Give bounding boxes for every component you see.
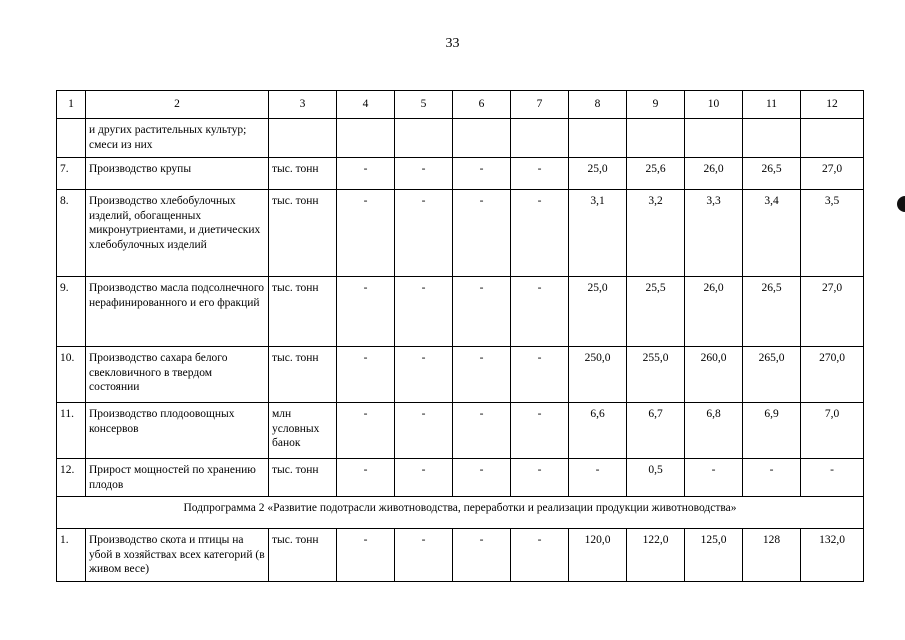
- value-cell: -: [453, 403, 511, 459]
- value-cell: -: [395, 277, 453, 347]
- page-number: 33: [445, 36, 460, 51]
- value-cell: 25,0: [569, 277, 627, 347]
- value-cell: -: [453, 158, 511, 190]
- column-number-cell: 5: [395, 91, 453, 119]
- value-cell: -: [337, 403, 395, 459]
- value-cell: -: [337, 459, 395, 497]
- value-cell: 122,0: [627, 529, 685, 582]
- table-row: [57, 459, 864, 497]
- unit-cell: тыс. тонн: [269, 277, 337, 347]
- table-row: [57, 277, 864, 347]
- value-cell: [801, 119, 864, 158]
- column-number-row: [57, 91, 864, 119]
- value-cell: -: [511, 347, 569, 403]
- value-cell: [511, 119, 569, 158]
- row-number-cell: 7.: [57, 158, 86, 190]
- value-cell: 255,0: [627, 347, 685, 403]
- value-cell: -: [685, 459, 743, 497]
- unit-cell: тыс. тонн: [269, 347, 337, 403]
- value-cell: -: [395, 158, 453, 190]
- row-number-cell: 1.: [57, 529, 86, 582]
- value-cell: -: [337, 158, 395, 190]
- value-cell: -: [511, 277, 569, 347]
- column-number-cell: 4: [337, 91, 395, 119]
- value-cell: [685, 119, 743, 158]
- indicator-table: [56, 90, 864, 582]
- value-cell: [337, 119, 395, 158]
- value-cell: -: [395, 347, 453, 403]
- value-cell: 270,0: [801, 347, 864, 403]
- column-number-cell: 3: [269, 91, 337, 119]
- value-cell: 6,9: [743, 403, 801, 459]
- value-cell: 120,0: [569, 529, 627, 582]
- column-number-cell: 1: [57, 91, 86, 119]
- column-number-cell: 6: [453, 91, 511, 119]
- value-cell: 260,0: [685, 347, 743, 403]
- row-number-cell: 12.: [57, 459, 86, 497]
- value-cell: 6,6: [569, 403, 627, 459]
- binding-hole-mark: [897, 196, 905, 212]
- value-cell: -: [453, 277, 511, 347]
- table-row: [57, 529, 864, 582]
- value-cell: 3,3: [685, 190, 743, 277]
- value-cell: 27,0: [801, 277, 864, 347]
- table-row: [57, 190, 864, 277]
- row-number-cell: 8.: [57, 190, 86, 277]
- value-cell: -: [743, 459, 801, 497]
- value-cell: 25,0: [569, 158, 627, 190]
- indicator-name-cell: и других растительных культур; смеси из них: [86, 119, 269, 158]
- value-cell: -: [453, 190, 511, 277]
- value-cell: 27,0: [801, 158, 864, 190]
- value-cell: 25,5: [627, 277, 685, 347]
- value-cell: 250,0: [569, 347, 627, 403]
- value-cell: 0,5: [627, 459, 685, 497]
- indicator-name-cell: Производство плодоовощных консервов: [86, 403, 269, 459]
- unit-cell: тыс. тонн: [269, 158, 337, 190]
- table-row: [57, 158, 864, 190]
- value-cell: -: [395, 190, 453, 277]
- column-number-cell: 7: [511, 91, 569, 119]
- row-number-cell: 10.: [57, 347, 86, 403]
- column-number-cell: 11: [743, 91, 801, 119]
- unit-cell: млн условных банок: [269, 403, 337, 459]
- value-cell: 6,8: [685, 403, 743, 459]
- value-cell: 26,0: [685, 277, 743, 347]
- value-cell: 26,0: [685, 158, 743, 190]
- value-cell: 128: [743, 529, 801, 582]
- value-cell: 6,7: [627, 403, 685, 459]
- indicator-name-cell: Производство крупы: [86, 158, 269, 190]
- table-row: [57, 347, 864, 403]
- indicator-name-cell: Производство сахара белого свекловичного в твердом состоянии: [86, 347, 269, 403]
- column-number-cell: 8: [569, 91, 627, 119]
- value-cell: 7,0: [801, 403, 864, 459]
- indicator-name-cell: Производство скота и птицы на убой в хозяйствах всех категорий (в живом весе): [86, 529, 269, 582]
- value-cell: -: [511, 190, 569, 277]
- value-cell: 125,0: [685, 529, 743, 582]
- value-cell: 26,5: [743, 158, 801, 190]
- value-cell: -: [395, 459, 453, 497]
- value-cell: 3,4: [743, 190, 801, 277]
- unit-cell: тыс. тонн: [269, 529, 337, 582]
- value-cell: -: [511, 403, 569, 459]
- value-cell: -: [395, 529, 453, 582]
- table-row: [57, 119, 864, 158]
- value-cell: [453, 119, 511, 158]
- value-cell: [627, 119, 685, 158]
- value-cell: 3,2: [627, 190, 685, 277]
- value-cell: -: [337, 277, 395, 347]
- value-cell: 265,0: [743, 347, 801, 403]
- value-cell: 3,5: [801, 190, 864, 277]
- value-cell: 132,0: [801, 529, 864, 582]
- unit-cell: тыс. тонн: [269, 459, 337, 497]
- value-cell: -: [453, 529, 511, 582]
- column-number-cell: 9: [627, 91, 685, 119]
- indicator-name-cell: Прирост мощностей по хранению плодов: [86, 459, 269, 497]
- column-number-cell: 12: [801, 91, 864, 119]
- value-cell: 25,6: [627, 158, 685, 190]
- column-number-cell: 2: [86, 91, 269, 119]
- subprogram-title: Подпрограмма 2 «Развитие подотрасли животноводства, переработки и реализации продукции животноводства»: [57, 497, 864, 529]
- value-cell: -: [337, 347, 395, 403]
- value-cell: [395, 119, 453, 158]
- row-number-cell: [57, 119, 86, 158]
- unit-cell: тыс. тонн: [269, 190, 337, 277]
- value-cell: -: [511, 529, 569, 582]
- unit-cell: [269, 119, 337, 158]
- column-number-cell: 10: [685, 91, 743, 119]
- value-cell: [569, 119, 627, 158]
- value-cell: -: [801, 459, 864, 497]
- value-cell: -: [453, 459, 511, 497]
- value-cell: [743, 119, 801, 158]
- value-cell: -: [337, 529, 395, 582]
- indicator-name-cell: Производство хлебобулочных изделий, обогащенных микронутриентами, и диетических хлебобулочных изделий: [86, 190, 269, 277]
- value-cell: 26,5: [743, 277, 801, 347]
- subprogram-row: [57, 497, 864, 529]
- value-cell: -: [337, 190, 395, 277]
- table-row: [57, 403, 864, 459]
- indicator-name-cell: Производство масла подсолнечного нерафинированного и его фракций: [86, 277, 269, 347]
- value-cell: -: [569, 459, 627, 497]
- row-number-cell: 11.: [57, 403, 86, 459]
- value-cell: -: [511, 459, 569, 497]
- value-cell: -: [395, 403, 453, 459]
- value-cell: 3,1: [569, 190, 627, 277]
- value-cell: -: [511, 158, 569, 190]
- row-number-cell: 9.: [57, 277, 86, 347]
- value-cell: -: [453, 347, 511, 403]
